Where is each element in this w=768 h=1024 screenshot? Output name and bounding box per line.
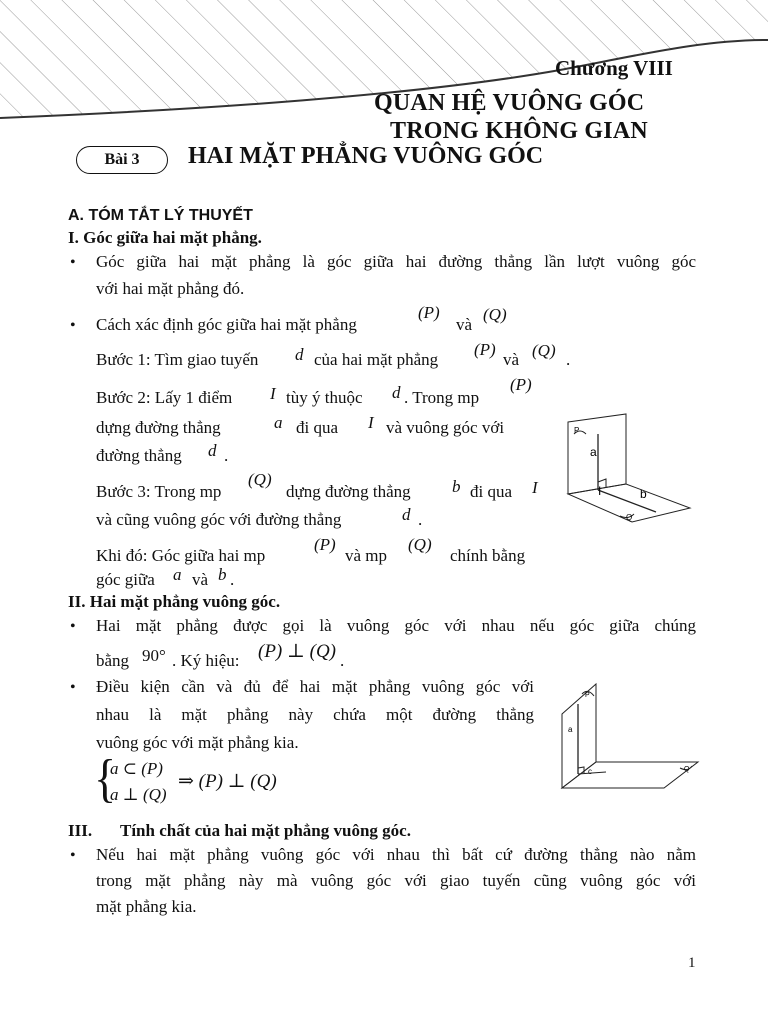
chapter-title-line1: QUAN HỆ VUÔNG GÓC <box>374 90 645 116</box>
math-P: (P) <box>418 303 440 322</box>
math-d: d <box>392 383 401 402</box>
step2-line2-c: và vuông góc với <box>386 418 505 437</box>
figure2-label-c: c <box>588 767 592 776</box>
math-a: a <box>274 413 283 432</box>
math-P: (P) <box>510 375 532 394</box>
part2-bullet1-line2-a: bằng <box>96 651 130 670</box>
part3-bullet1-line3: mặt phẳng kia. <box>96 897 197 916</box>
math-I: I <box>532 478 538 497</box>
part1-bullet1-line2: với hai mặt phẳng đó. <box>96 279 245 298</box>
figure1-label-I: I <box>598 484 602 498</box>
figure1-label-a: a <box>590 445 597 459</box>
part2-bullet2-line3: vuông góc với mặt phẳng kia. <box>96 733 299 752</box>
bullet-dot: • <box>70 618 76 635</box>
math-d: d <box>208 441 217 460</box>
math-I: I <box>270 384 276 403</box>
step1-text-b: của hai mặt phẳng <box>314 350 439 369</box>
bullet-dot: • <box>70 317 76 334</box>
math-b: b <box>218 565 227 584</box>
part1-bullet1-line1: Góc giữa hai mặt phẳng là góc giữa hai đường thẳng lần lượt vuông góc <box>96 252 696 271</box>
implication-result: ⇒ (P) ⊥ (Q) <box>178 771 277 792</box>
condition-a-subset-P: a ⊂ (P) <box>110 759 163 778</box>
khido-text-a: Khi đó: Góc giữa hai mp <box>96 546 266 565</box>
figure-perpendicular-planes <box>556 678 704 794</box>
part3-bullet1-line1: Nếu hai mặt phẳng vuông góc với nhau thì bất cứ đường thẳng nào nằm <box>96 845 696 864</box>
step2-line3-end: . <box>224 446 229 465</box>
math-perp-notation: (P) ⊥ (Q) <box>258 641 337 662</box>
part2-bullet1-line2-b: . Ký hiệu: <box>172 651 240 670</box>
math-I: I <box>368 413 374 432</box>
math-b: b <box>452 477 461 496</box>
step3-text-c: đi qua <box>470 482 513 501</box>
math-Q: (Q) <box>483 305 507 324</box>
chapter-label: Chương VIII <box>555 56 673 80</box>
figure1-label-Q: Q <box>626 513 633 522</box>
step2-line3: đường thẳng <box>96 446 182 465</box>
lesson-badge: Bài 3 <box>76 146 168 174</box>
step2-text-c: . Trong mp <box>404 388 480 407</box>
chapter-title-line2: TRONG KHÔNG GIAN <box>390 118 648 144</box>
figure2-label-a: a <box>568 725 573 734</box>
bullet-dot: • <box>70 847 76 864</box>
page-number: 1 <box>688 955 696 971</box>
step3-line2-end: . <box>418 510 423 529</box>
math-P: (P) <box>314 535 336 554</box>
section-a-heading: A. TÓM TẮT LÝ THUYẾT <box>68 207 253 224</box>
math-Q: (Q) <box>248 470 272 489</box>
figure1-label-P: P <box>574 426 580 435</box>
left-brace: { <box>94 749 117 808</box>
math-a: a <box>173 565 182 584</box>
math-P: (P) <box>474 340 496 359</box>
step2-line2-a: dựng đường thẳng <box>96 418 221 437</box>
khido-line2-end: . <box>230 570 235 589</box>
khido-line2-a: góc giữa <box>96 570 155 589</box>
part2-bullet1-line1: Hai mặt phẳng được gọi là vuông góc với nhau nếu góc giữa chúng <box>96 616 696 635</box>
condition-a-perp-Q: a ⊥ (Q) <box>110 785 167 804</box>
part1-bullet2-text: Cách xác định góc giữa hai mặt phẳng <box>96 315 357 334</box>
math-d: d <box>295 345 304 364</box>
part3-heading-text: Tính chất của hai mặt phẳng vuông góc. <box>120 821 411 840</box>
part2-bullet1-line2-end: . <box>340 651 345 670</box>
step1-text-a: Bước 1: Tìm giao tuyến <box>96 350 259 369</box>
step3-text-a: Bước 3: Trong mp <box>96 482 222 501</box>
step1-end: . <box>566 350 571 369</box>
bullet-dot: • <box>70 254 76 271</box>
part3-heading-number: III. <box>68 821 93 840</box>
math-Q: (Q) <box>408 535 432 554</box>
figure1-label-b: b <box>640 487 647 501</box>
khido-text-b: và mp <box>345 546 388 565</box>
math-Q: (Q) <box>532 341 556 360</box>
lesson-title: HAI MẶT PHẲNG VUÔNG GÓC <box>188 143 544 169</box>
step3-text-b: dựng đường thẳng <box>286 482 411 501</box>
step2-text-a: Bước 2: Lấy 1 điểm <box>96 388 233 407</box>
part3-bullet1-line2: trong mặt phẳng này mà vuông góc với giao tuyến cũng vuông góc với <box>96 871 696 890</box>
math-90-degrees: 90° <box>142 646 166 665</box>
bullet-dot: • <box>70 679 76 696</box>
step1-va: và <box>503 350 520 369</box>
part1-bullet2-va: và <box>456 315 473 334</box>
part2-bullet2-line2: nhau là mặt phẳng này chứa một đường thẳng <box>96 705 534 724</box>
figure2-label-Q: Q <box>684 766 690 773</box>
part2-heading: II. Hai mặt phẳng vuông góc. <box>68 592 281 611</box>
math-d: d <box>402 505 411 524</box>
figure2-label-P: P <box>585 692 590 699</box>
step2-text-b: tùy ý thuộc <box>286 388 363 407</box>
step3-line2: và cũng vuông góc với đường thẳng <box>96 510 342 529</box>
khido-text-c: chính bằng <box>450 546 526 565</box>
step2-line2-b: đi qua <box>296 418 339 437</box>
figure-dihedral-angle <box>560 412 700 528</box>
part2-bullet2-line1: Điều kiện cần và đủ để hai mặt phẳng vuông góc với <box>96 677 534 696</box>
part1-heading: I. Góc giữa hai mặt phẳng. <box>68 228 262 247</box>
khido-line2-b: và <box>192 570 209 589</box>
